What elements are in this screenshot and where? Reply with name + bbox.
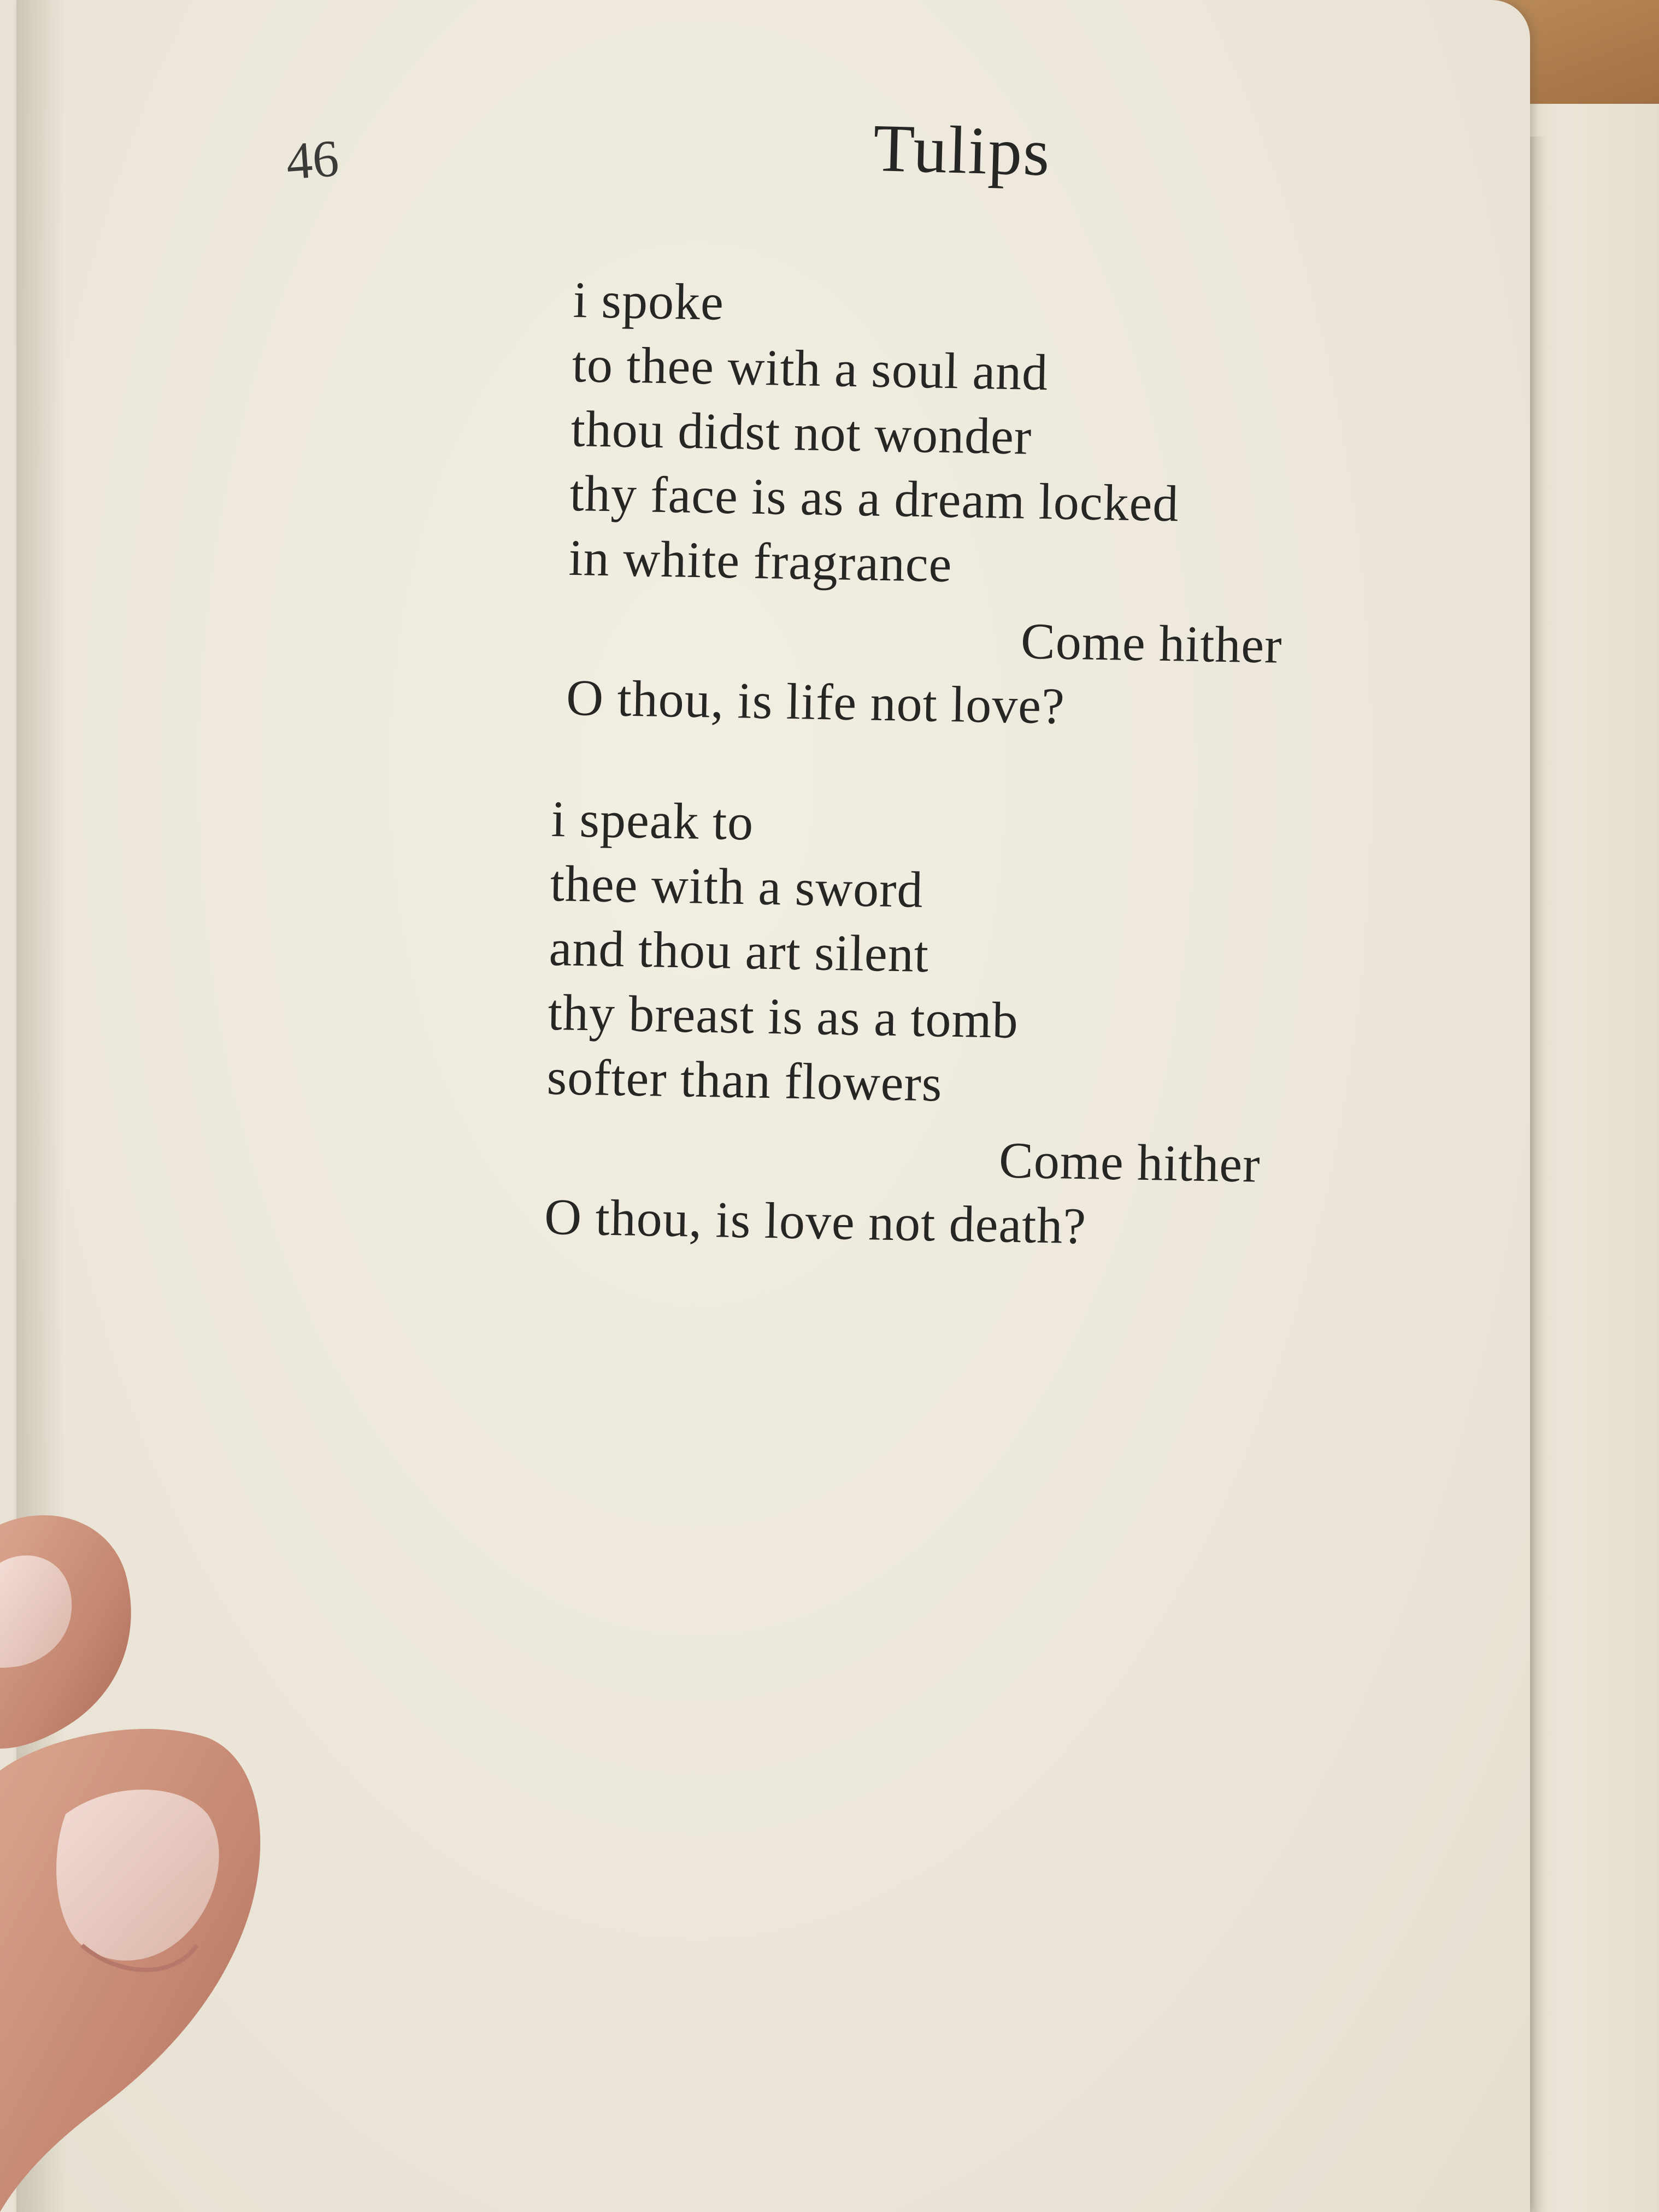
poem-line: thee with a sword (550, 855, 924, 919)
poem-stanza-1 (566, 268, 1289, 743)
page-number: 46 (284, 128, 341, 191)
page-title: Tulips (872, 110, 1052, 190)
poem-line: softer than flowers (546, 1048, 943, 1113)
poem-line: in white fragrance (568, 529, 953, 593)
poem-line: to thee with a soul and (572, 336, 1049, 402)
poem-line: thy face is as a dream locked (569, 464, 1180, 533)
poem-line-refrain: Come hither (1020, 613, 1283, 674)
poem-line: O thou, is love not death? (544, 1188, 1087, 1255)
poem-line: and thou art silent (548, 919, 929, 984)
poem-line: O thou, is life not love? (566, 669, 1066, 735)
poem-line: i speak to (551, 790, 755, 851)
poem-stanza-2 (544, 787, 1267, 1262)
poem-line: thou didst not wonder (570, 400, 1033, 466)
thumb-holding-page (0, 1508, 284, 2212)
poem-line-refrain: Come hither (998, 1132, 1261, 1193)
poem-line: thy breast is as a tomb (547, 984, 1019, 1049)
poem-line: i spoke (573, 271, 725, 331)
